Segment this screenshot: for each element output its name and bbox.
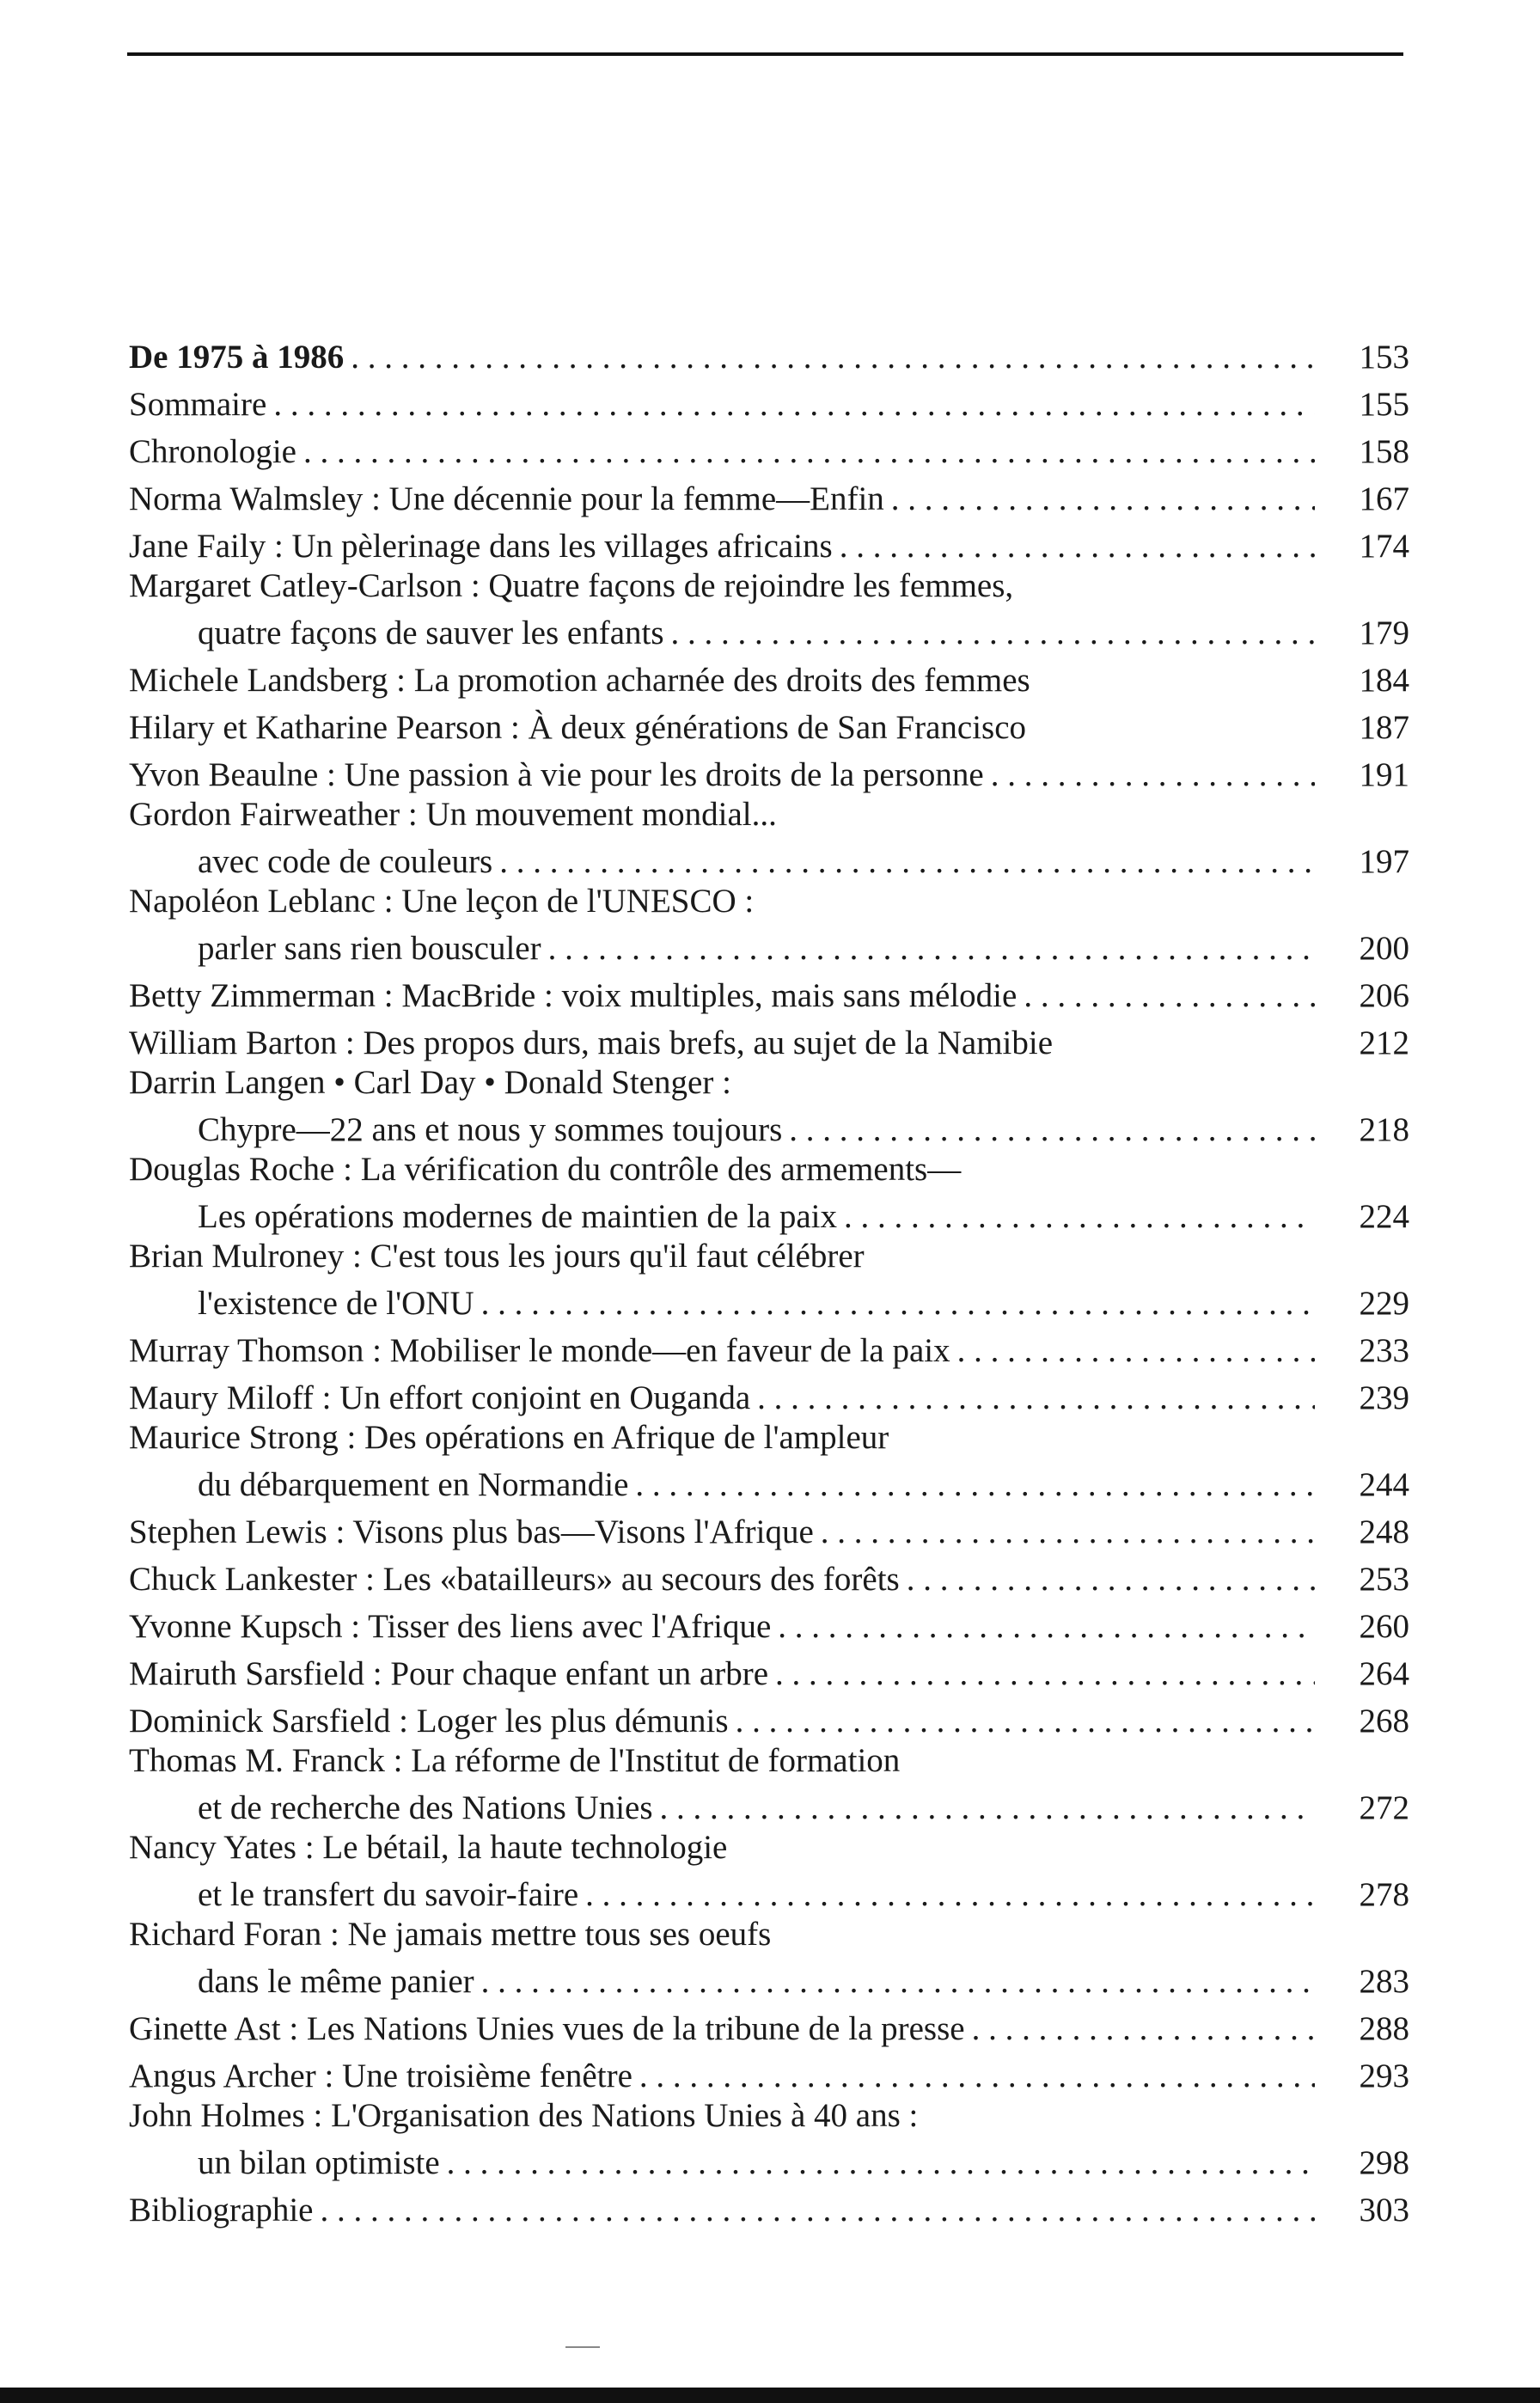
toc-entry-title-continued: et le transfert du savoir-faire [198, 1876, 579, 1913]
toc-page-number: 244 [1359, 1466, 1409, 1503]
toc-entry [129, 567, 1409, 657]
toc-entry-text [129, 2005, 1315, 2052]
toc-entry [129, 1064, 1409, 1153]
dot-leader [440, 2139, 1315, 2186]
toc-page-number: 218 [1359, 1111, 1409, 1148]
top-rule [127, 52, 1403, 56]
toc-entry [129, 885, 1409, 972]
toc-entry-title: Mairuth Sarsfield : Pour chaque enfant un arbre [129, 1655, 769, 1692]
toc-entry-text [129, 704, 1315, 751]
toc-entry [129, 2097, 1409, 2186]
toc-entry-title: Brian Mulroney : C'est tous les jours qu'il faut célébrer [129, 1238, 865, 1275]
toc-entry-text [129, 562, 1315, 657]
dot-leader [900, 1556, 1315, 1603]
dot-leader [474, 1280, 1315, 1327]
toc-page-number: 200 [1359, 930, 1409, 967]
toc-entry [129, 475, 1409, 523]
toc-page-number: 158 [1359, 433, 1409, 470]
toc-entry-title: Maury Miloff : Un effort conjoint en Ouganda [129, 1379, 751, 1416]
dot-leader [344, 333, 1315, 381]
toc-page-number: 167 [1359, 480, 1409, 517]
toc-entry [129, 1556, 1409, 1603]
toc-page-number: 278 [1359, 1876, 1409, 1913]
toc-entry [129, 1603, 1409, 1650]
toc-entry-title: Gordon Fairweather : Un mouvement mondial... [129, 796, 777, 833]
toc-entry-title: Margaret Catley-Carlson : Quatre façons de rejoindre les femmes, [129, 567, 1014, 604]
toc-entry [129, 1650, 1409, 1697]
toc-entry-text [129, 1911, 1315, 2005]
toc-entry-title: Murray Thomson : Mobiliser le monde—en faveur de la paix [129, 1332, 950, 1369]
toc-entry-title: Chronologie [129, 433, 296, 470]
toc-entry-text [129, 333, 1315, 381]
toc-entry-text [129, 1737, 1315, 1831]
toc-entry-title: De 1975 à 1986 [129, 339, 345, 376]
toc-entry [129, 381, 1409, 428]
toc-page-number: 155 [1359, 386, 1409, 423]
dot-leader [768, 1650, 1315, 1697]
toc-page-number: 272 [1359, 1789, 1409, 1826]
toc-entry [129, 972, 1409, 1019]
toc-page-number: 298 [1359, 2144, 1409, 2181]
toc-entry-title: Jane Faily : Un pèlerinage dans les villages africains [129, 528, 833, 565]
toc-entry-title-continued: l'existence de l'ONU [198, 1285, 474, 1322]
toc-entry-title-continued: du débarquement en Normandie [198, 1466, 629, 1503]
dot-leader [266, 381, 1315, 428]
dot-leader [296, 428, 1315, 475]
toc-entry-title: Dominick Sarsfield : Loger les plus démunis [129, 1703, 729, 1740]
toc-entry-title: Richard Foran : Ne jamais mettre tous ses oeufs [129, 1916, 772, 1953]
dot-leader [814, 1508, 1315, 1556]
toc-page-number: 184 [1359, 662, 1409, 699]
toc-entry-text [129, 1824, 1315, 1918]
toc-page-number: 224 [1359, 1198, 1409, 1235]
toc-entry [129, 2186, 1409, 2234]
dot-leader [628, 1461, 1315, 1508]
toc-page-number: 197 [1359, 843, 1409, 880]
footer-mark [565, 2346, 600, 2348]
toc-page-number: 191 [1359, 756, 1409, 793]
dot-leader [950, 1327, 1315, 1374]
toc-entry-title: Chuck Lankester : Les «batailleurs» au secours des forêts [129, 1561, 900, 1598]
toc-page-number: 293 [1359, 2058, 1409, 2094]
toc-entry [129, 1240, 1409, 1327]
toc-page-number: 229 [1359, 1285, 1409, 1322]
toc-entry-text [129, 1508, 1315, 1556]
toc-entry [129, 428, 1409, 475]
toc-entry [129, 798, 1409, 885]
toc-entry-text [129, 1603, 1315, 1650]
toc-entry-title: Ginette Ast : Les Nations Unies vues de la tribune de la presse [129, 2010, 965, 2047]
table-of-contents [129, 333, 1409, 2234]
toc-entry [129, 704, 1409, 751]
toc-page-number: 179 [1359, 615, 1409, 651]
toc-entry-text [129, 1650, 1315, 1697]
dot-leader [313, 2186, 1315, 2234]
toc-entry [129, 2005, 1409, 2052]
dot-leader [541, 925, 1315, 972]
toc-entry-text [129, 1556, 1315, 1603]
toc-page-number: 248 [1359, 1513, 1409, 1550]
toc-entry-text [129, 972, 1315, 1019]
toc-entry-text [129, 1146, 1315, 1240]
dot-leader [664, 609, 1315, 657]
toc-entry [129, 1153, 1409, 1240]
toc-page-number: 253 [1359, 1561, 1409, 1598]
toc-entry-title-continued: Les opérations modernes de maintien de la paix [198, 1198, 838, 1235]
toc-entry-title-continued: avec code de couleurs [198, 843, 493, 880]
toc-entry-title: Michele Landsberg : La promotion acharnée des droits des femmes [129, 662, 1030, 699]
toc-entry [129, 1742, 1409, 1831]
dot-leader [474, 1958, 1315, 2005]
dot-leader [884, 475, 1315, 523]
toc-entry-text [129, 1059, 1315, 1153]
toc-page-number: 153 [1359, 339, 1409, 376]
toc-entry-title: John Holmes : L'Organisation des Nations Unies à 40 ans : [129, 2097, 919, 2134]
toc-entry-text [129, 877, 1315, 972]
toc-entry-title: Bibliographie [129, 2192, 314, 2229]
toc-entry-text [129, 1232, 1315, 1327]
toc-entry-title-continued: un bilan optimiste [198, 2144, 440, 2181]
toc-page-number: 239 [1359, 1379, 1409, 1416]
toc-entry-title: Napoléon Leblanc : Une leçon de l'UNESCO : [129, 883, 755, 920]
toc-page-number: 260 [1359, 1608, 1409, 1645]
toc-entry-title: Douglas Roche : La vérification du contrôle des armements— [129, 1151, 962, 1188]
toc-entry-title: William Barton : Des propos durs, mais brefs, au sujet de la Namibie [129, 1024, 1054, 1061]
toc-entry-text [129, 1414, 1315, 1508]
toc-entry-title: Hilary et Katharine Pearson : À deux générations de San Francisco [129, 709, 1027, 746]
toc-entry-title: Stephen Lewis : Visons plus bas—Visons l'Afrique [129, 1513, 814, 1550]
toc-entry-text [129, 428, 1315, 475]
toc-page-number: 268 [1359, 1703, 1409, 1740]
toc-entry [129, 333, 1409, 381]
dot-leader [965, 2005, 1315, 2052]
toc-page-number: 303 [1359, 2192, 1409, 2229]
toc-entry-title: Sommaire [129, 386, 267, 423]
toc-entry-title: Angus Archer : Une troisième fenêtre [129, 2058, 632, 2094]
toc-entry-title-continued: dans le même panier [198, 1963, 474, 2000]
toc-page-number: 264 [1359, 1655, 1409, 1692]
toc-entry [129, 1419, 1409, 1508]
toc-entry [129, 1508, 1409, 1556]
toc-entry-title: Betty Zimmerman : MacBride : voix multiples, mais sans mélodie [129, 977, 1018, 1014]
toc-entry-title: Darrin Langen • Carl Day • Donald Stenger : [129, 1064, 731, 1101]
toc-entry-text [129, 657, 1315, 704]
toc-entry-text [129, 791, 1315, 885]
toc-entry-title: Yvonne Kupsch : Tisser des liens avec l'Afrique [129, 1608, 772, 1645]
dot-leader [1017, 972, 1315, 1019]
toc-entry [129, 1327, 1409, 1374]
toc-page-number: 288 [1359, 2010, 1409, 2047]
toc-entry-title: Yvon Beaulne : Une passion à vie pour les droits de la personne [129, 756, 984, 793]
toc-entry-text [129, 1327, 1315, 1374]
toc-entry-text [129, 2186, 1315, 2234]
toc-entry [129, 1918, 1409, 2005]
toc-entry-title: Norma Walmsley : Une décennie pour la femme—Enfin [129, 480, 884, 517]
toc-entry [129, 657, 1409, 704]
toc-entry [129, 1831, 1409, 1918]
toc-page-number: 212 [1359, 1024, 1409, 1061]
toc-page-number: 233 [1359, 1332, 1409, 1369]
toc-page-number: 283 [1359, 1963, 1409, 2000]
toc-entry-title: Thomas M. Franck : La réforme de l'Institut de formation [129, 1742, 901, 1779]
toc-entry-title: Maurice Strong : Des opérations en Afrique de l'ampleur [129, 1419, 889, 1456]
bottom-rule [0, 2388, 1540, 2403]
toc-entry-text [129, 2092, 1315, 2186]
toc-entry-title-continued: et de recherche des Nations Unies [198, 1789, 653, 1826]
toc-page-number: 187 [1359, 709, 1409, 746]
toc-entry-text [129, 475, 1315, 523]
dot-leader [771, 1603, 1315, 1650]
toc-entry-title-continued: parler sans rien bousculer [198, 930, 541, 967]
toc-entry-text [129, 381, 1315, 428]
toc-page-number: 206 [1359, 977, 1409, 1014]
toc-entry-title: Nancy Yates : Le bétail, la haute technologie [129, 1829, 728, 1866]
toc-entry-title-continued: Chypre—22 ans et nous y sommes toujours [198, 1111, 783, 1148]
toc-entry-title-continued: quatre façons de sauver les enfants [198, 615, 664, 651]
toc-page-number: 174 [1359, 528, 1409, 565]
